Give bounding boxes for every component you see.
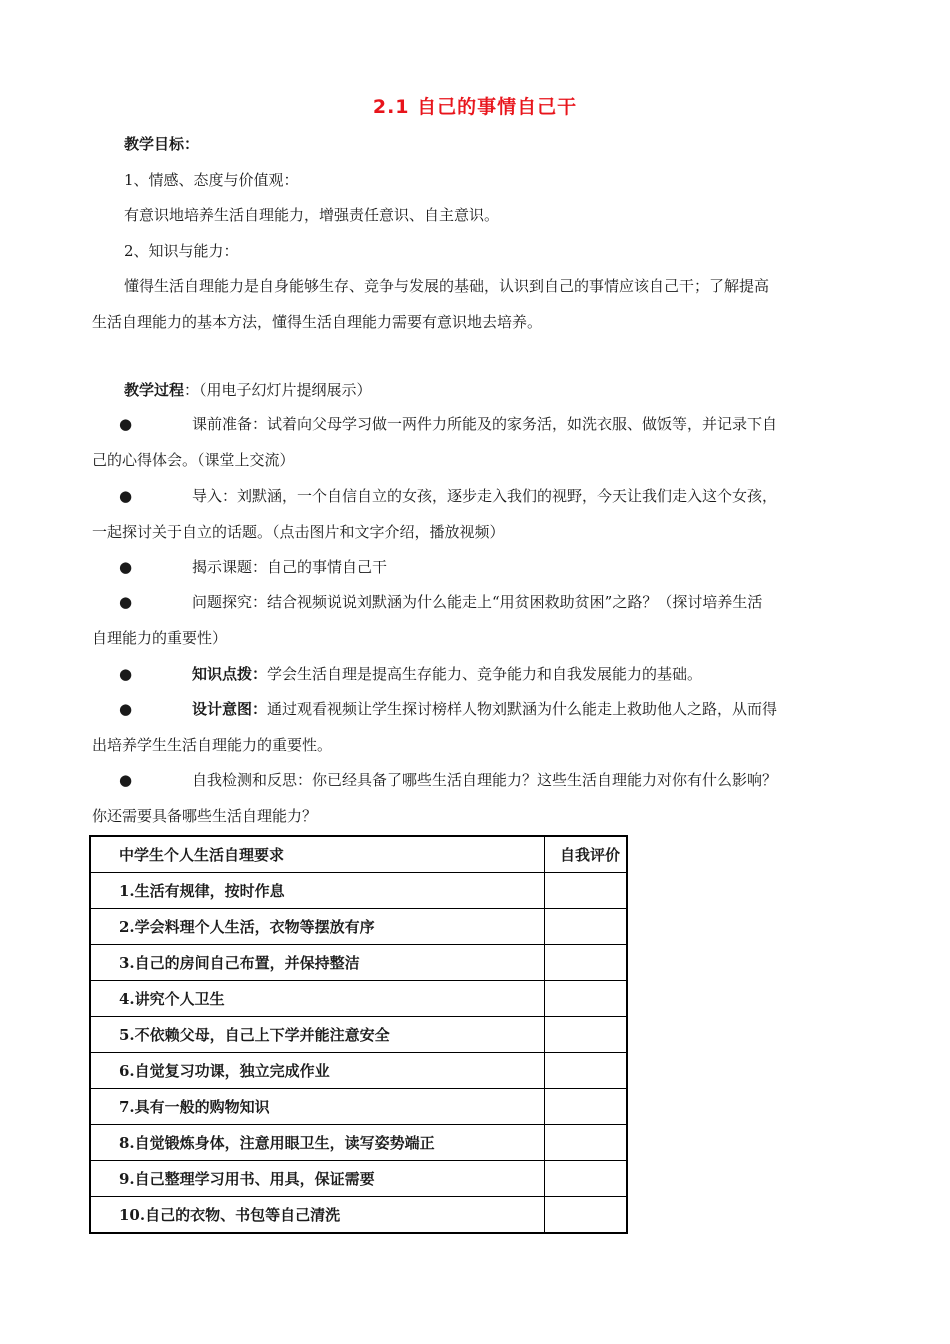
table-row	[90, 1053, 627, 1089]
objective-2-text-line1: 懂得生活自理能力是自身能够生存、竞争与发展的基础，认识到自己的事情应该自己干；了解提高	[124, 277, 770, 295]
evaluation-cell	[545, 909, 628, 945]
requirement-cell: 5.不依赖父母，自己上下学并能注意安全	[90, 1017, 545, 1053]
process-heading-note: ：（用电子幻灯片提纲展示）	[184, 381, 372, 399]
bullet-design-text: 通过观看视频让学生探讨榜样人物刘默涵为什么能走上救助他人之路，从而得	[267, 700, 778, 718]
bullet-knowledge-line	[192, 664, 702, 684]
table-row	[90, 1017, 627, 1053]
self-care-table	[89, 835, 628, 1234]
evaluation-cell	[545, 1053, 628, 1089]
requirement-cell: 6.自觉复习功课，独立完成作业	[90, 1053, 545, 1089]
bullet-icon: ●	[119, 415, 133, 433]
evaluation-cell	[545, 1017, 628, 1053]
objective-1-text: 有意识地培养生活自理能力，增强责任意识、自主意识。	[124, 206, 500, 224]
header-self-evaluation: 自我评价	[545, 836, 628, 873]
objective-1-label: 1、情感、态度与价值观：	[124, 171, 299, 189]
bullet-icon: ●	[119, 665, 133, 683]
bullet-inquiry-text: 问题探究：结合视频说说刘默涵为什么能走上“用贫困救助贫困”之路？（探讨培养生活	[192, 593, 763, 611]
process-heading-line	[124, 380, 372, 400]
requirement-cell: 10.自己的衣物、书包等自己清洗	[90, 1197, 545, 1234]
evaluation-cell	[545, 1161, 628, 1197]
bullet-prep-text-cont: 己的心得体会。（课堂上交流）	[92, 451, 295, 469]
requirement-cell: 3.自己的房间自己布置，并保持整洁	[90, 945, 545, 981]
bullet-design-text-cont: 出培养学生生活自理能力的重要性。	[92, 736, 333, 754]
bullet-icon: ●	[119, 700, 133, 718]
table-header-row	[90, 836, 627, 873]
evaluation-cell	[545, 873, 628, 909]
header-requirement: 中学生个人生活自理要求	[90, 836, 545, 873]
page-title: 2.1 自己的事情自己干	[372, 96, 578, 118]
bullet-topic-text: 揭示课题：自己的事情自己干	[192, 558, 388, 576]
evaluation-cell	[545, 945, 628, 981]
bullet-knowledge-text: 学会生活自理是提高生存能力、竞争能力和自我发展能力的基础。	[267, 665, 703, 683]
table-row	[90, 945, 627, 981]
table-row	[90, 873, 627, 909]
process-heading: 教学过程	[124, 381, 185, 399]
evaluation-cell	[545, 1125, 628, 1161]
bullet-prep-text: 课前准备：试着向父母学习做一两件力所能及的家务活，如洗衣服、做饭等，并记录下自	[192, 415, 778, 433]
objectives-heading: 教学目标：	[124, 135, 200, 153]
table-row	[90, 1197, 627, 1234]
requirement-cell: 1.生活有规律，按时作息	[90, 873, 545, 909]
bullet-selfcheck-text-cont: 你还需要具备哪些生活自理能力？	[92, 807, 318, 825]
table-row	[90, 1125, 627, 1161]
objective-2-text-line2: 生活自理能力的基本方法，懂得生活自理能力需要有意识地去培养。	[92, 313, 543, 331]
evaluation-cell	[545, 1089, 628, 1125]
requirement-cell: 9.自己整理学习用书、用具，保证需要	[90, 1161, 545, 1197]
requirement-cell: 4.讲究个人卫生	[90, 981, 545, 1017]
requirement-cell: 7.具有一般的购物知识	[90, 1089, 545, 1125]
evaluation-cell	[545, 981, 628, 1017]
table-row	[90, 981, 627, 1017]
table-row	[90, 1089, 627, 1125]
evaluation-cell	[545, 1197, 628, 1234]
bullet-intro-text-cont: 一起探讨关于自立的话题。（点击图片和文字介绍，播放视频）	[92, 523, 505, 541]
bullet-icon: ●	[119, 487, 133, 505]
table-row	[90, 909, 627, 945]
bullet-knowledge-label: 知识点拨：	[192, 665, 268, 683]
requirement-cell: 2.学会料理个人生活，衣物等摆放有序	[90, 909, 545, 945]
bullet-intro-text: 导入：刘默涵，一个自信自立的女孩，逐步走入我们的视野，今天让我们走入这个女孩，	[192, 487, 778, 505]
bullet-icon: ●	[119, 771, 133, 789]
bullet-selfcheck-text: 自我检测和反思：你已经具备了哪些生活自理能力？这些生活自理能力对你有什么影响？	[192, 771, 778, 789]
objective-2-label: 2、知识与能力：	[124, 242, 239, 260]
bullet-icon: ●	[119, 558, 133, 576]
bullet-inquiry-text-cont: 自理能力的重要性）	[92, 629, 228, 647]
bullet-icon: ●	[119, 593, 133, 611]
bullet-design-label: 设计意图：	[192, 700, 268, 718]
bullet-design-line	[192, 699, 777, 719]
table-row	[90, 1161, 627, 1197]
requirement-cell: 8.自觉锻炼身体，注意用眼卫生，读写姿势端正	[90, 1125, 545, 1161]
